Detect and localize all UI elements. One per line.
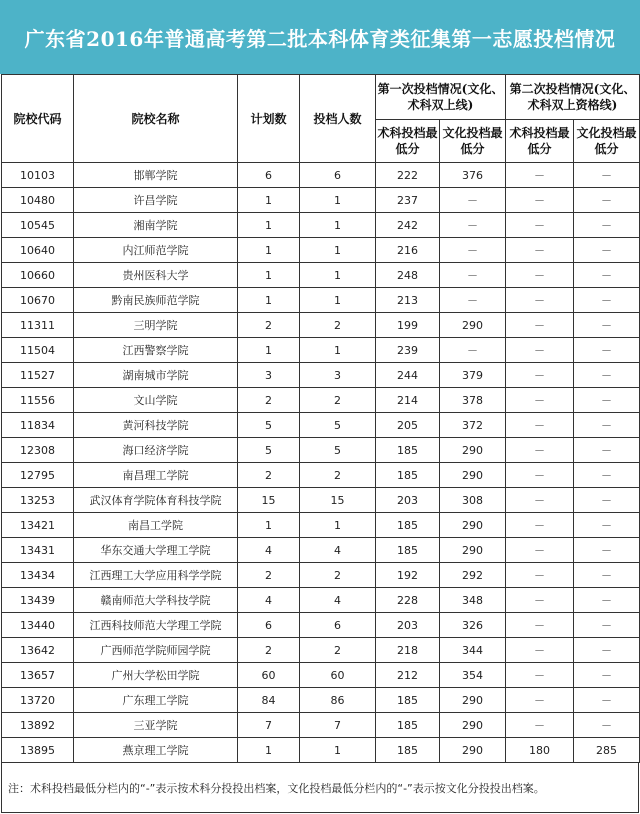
cell-plan: 1 — [238, 238, 300, 263]
cell-plan: 4 — [238, 538, 300, 563]
cell-r1-skill: 185 — [376, 513, 440, 538]
cell-plan: 84 — [238, 688, 300, 713]
cell-r2-skill: － — [506, 338, 574, 363]
cell-name: 内江师范学院 — [74, 238, 238, 263]
cell-r2-culture: 285 — [574, 738, 640, 763]
cell-plan: 60 — [238, 663, 300, 688]
cell-r2-culture: － — [574, 613, 640, 638]
cell-admitted: 2 — [300, 463, 376, 488]
cell-r2-culture: － — [574, 313, 640, 338]
cell-r2-skill: － — [506, 213, 574, 238]
cell-r2-skill: － — [506, 588, 574, 613]
table-row — [2, 488, 640, 513]
cell-r1-skill: 203 — [376, 613, 440, 638]
cell-r1-culture: － — [440, 338, 506, 363]
cell-admitted: 1 — [300, 288, 376, 313]
cell-r1-culture: 290 — [440, 713, 506, 738]
cell-name: 南昌理工学院 — [74, 463, 238, 488]
cell-r1-culture: 290 — [440, 463, 506, 488]
cell-code: 13439 — [2, 588, 74, 613]
cell-admitted: 1 — [300, 263, 376, 288]
header-admitted: 投档人数 — [300, 75, 376, 163]
cell-r2-culture: － — [574, 463, 640, 488]
cell-r2-culture: － — [574, 188, 640, 213]
cell-r1-culture: 292 — [440, 563, 506, 588]
cell-name: 江西警察学院 — [74, 338, 238, 363]
table-row — [2, 738, 640, 763]
cell-r1-culture: 344 — [440, 638, 506, 663]
cell-code: 11311 — [2, 313, 74, 338]
cell-code: 11504 — [2, 338, 74, 363]
cell-r1-culture: － — [440, 288, 506, 313]
cell-admitted: 5 — [300, 413, 376, 438]
admission-table — [1, 74, 640, 763]
cell-r1-skill: 214 — [376, 388, 440, 413]
table-row — [2, 313, 640, 338]
cell-code: 10103 — [2, 163, 74, 188]
cell-code: 13253 — [2, 488, 74, 513]
cell-name: 湖南城市学院 — [74, 363, 238, 388]
cell-r1-culture: 290 — [440, 438, 506, 463]
table-row — [2, 463, 640, 488]
table-row — [2, 213, 640, 238]
cell-r1-skill: 185 — [376, 688, 440, 713]
cell-plan: 2 — [238, 388, 300, 413]
table-row — [2, 588, 640, 613]
cell-plan: 1 — [238, 263, 300, 288]
cell-r1-culture: 290 — [440, 513, 506, 538]
cell-r1-culture: － — [440, 238, 506, 263]
cell-admitted: 1 — [300, 213, 376, 238]
cell-code: 10660 — [2, 263, 74, 288]
cell-name: 南昌工学院 — [74, 513, 238, 538]
cell-plan: 2 — [238, 313, 300, 338]
cell-r1-culture: 378 — [440, 388, 506, 413]
cell-name: 湘南学院 — [74, 213, 238, 238]
cell-name: 燕京理工学院 — [74, 738, 238, 763]
cell-code: 13657 — [2, 663, 74, 688]
cell-name: 黔南民族师范学院 — [74, 288, 238, 313]
table-row — [2, 663, 640, 688]
cell-r2-skill: － — [506, 438, 574, 463]
cell-admitted: 5 — [300, 438, 376, 463]
cell-r1-culture: 348 — [440, 588, 506, 613]
cell-name: 三亚学院 — [74, 713, 238, 738]
cell-plan: 6 — [238, 163, 300, 188]
cell-r1-skill: 239 — [376, 338, 440, 363]
header-r2-culture: 文化投档最低分 — [574, 120, 640, 163]
cell-admitted: 86 — [300, 688, 376, 713]
cell-r1-skill: 185 — [376, 438, 440, 463]
cell-r2-culture: － — [574, 288, 640, 313]
cell-admitted: 3 — [300, 363, 376, 388]
cell-r2-skill: － — [506, 388, 574, 413]
cell-admitted: 2 — [300, 388, 376, 413]
cell-r2-culture: － — [574, 263, 640, 288]
cell-admitted: 6 — [300, 163, 376, 188]
cell-code: 11834 — [2, 413, 74, 438]
cell-code: 13720 — [2, 688, 74, 713]
cell-code: 13892 — [2, 713, 74, 738]
cell-code: 13421 — [2, 513, 74, 538]
cell-r2-skill: － — [506, 463, 574, 488]
cell-r1-skill: 205 — [376, 413, 440, 438]
cell-r2-skill: － — [506, 563, 574, 588]
header-r2-skill: 术科投档最低分 — [506, 120, 574, 163]
cell-plan: 2 — [238, 638, 300, 663]
cell-code: 10480 — [2, 188, 74, 213]
cell-r1-culture: 290 — [440, 688, 506, 713]
cell-r2-skill: － — [506, 413, 574, 438]
cell-plan: 2 — [238, 563, 300, 588]
cell-r1-skill: 185 — [376, 463, 440, 488]
table-row — [2, 438, 640, 463]
cell-r2-skill: 180 — [506, 738, 574, 763]
cell-r1-skill: 212 — [376, 663, 440, 688]
cell-plan: 7 — [238, 713, 300, 738]
cell-r2-culture: － — [574, 413, 640, 438]
table-row — [2, 288, 640, 313]
table-body — [2, 163, 640, 763]
cell-code: 13642 — [2, 638, 74, 663]
table-row — [2, 563, 640, 588]
cell-plan: 1 — [238, 338, 300, 363]
cell-plan: 1 — [238, 188, 300, 213]
cell-r1-culture: 290 — [440, 538, 506, 563]
cell-r1-skill: 237 — [376, 188, 440, 213]
cell-r2-skill: － — [506, 263, 574, 288]
cell-name: 海口经济学院 — [74, 438, 238, 463]
cell-plan: 1 — [238, 513, 300, 538]
cell-r2-skill: － — [506, 513, 574, 538]
cell-r1-culture: 354 — [440, 663, 506, 688]
cell-admitted: 1 — [300, 513, 376, 538]
footnote: 注：术科投档最低分栏内的“-”表示按术科分投投出档案，文化投档最低分栏内的“-”表示按文化分投投出档案。 — [1, 763, 639, 813]
cell-name: 华东交通大学理工学院 — [74, 538, 238, 563]
cell-r2-skill: － — [506, 663, 574, 688]
cell-r2-culture: － — [574, 213, 640, 238]
table-row — [2, 163, 640, 188]
cell-admitted: 7 — [300, 713, 376, 738]
cell-r2-culture: － — [574, 163, 640, 188]
cell-code: 10640 — [2, 238, 74, 263]
cell-r1-skill: 203 — [376, 488, 440, 513]
cell-admitted: 4 — [300, 538, 376, 563]
table-row — [2, 388, 640, 413]
cell-name: 江西科技师范大学理工学院 — [74, 613, 238, 638]
table-row — [2, 363, 640, 388]
cell-r1-skill: 242 — [376, 213, 440, 238]
table-row — [2, 338, 640, 363]
cell-name: 广东理工学院 — [74, 688, 238, 713]
cell-r2-culture: － — [574, 688, 640, 713]
cell-admitted: 4 — [300, 588, 376, 613]
cell-r2-culture: － — [574, 488, 640, 513]
cell-r2-culture: － — [574, 238, 640, 263]
cell-code: 12795 — [2, 463, 74, 488]
cell-plan: 6 — [238, 613, 300, 638]
cell-r1-culture: 290 — [440, 738, 506, 763]
cell-r2-culture: － — [574, 363, 640, 388]
cell-name: 文山学院 — [74, 388, 238, 413]
cell-r1-culture: 376 — [440, 163, 506, 188]
cell-admitted: 2 — [300, 563, 376, 588]
cell-admitted: 1 — [300, 238, 376, 263]
cell-r2-culture: － — [574, 663, 640, 688]
table-row — [2, 538, 640, 563]
cell-plan: 1 — [238, 288, 300, 313]
cell-name: 贵州医科大学 — [74, 263, 238, 288]
cell-name: 广州大学松田学院 — [74, 663, 238, 688]
cell-r1-culture: － — [440, 263, 506, 288]
cell-r1-skill: 213 — [376, 288, 440, 313]
cell-r1-skill: 185 — [376, 713, 440, 738]
cell-name: 武汉体育学院体育科技学院 — [74, 488, 238, 513]
cell-r1-skill: 228 — [376, 588, 440, 613]
cell-r2-culture: － — [574, 338, 640, 363]
cell-r2-skill: － — [506, 688, 574, 713]
cell-r1-skill: 216 — [376, 238, 440, 263]
table-row — [2, 613, 640, 638]
cell-r2-skill: － — [506, 488, 574, 513]
cell-r1-culture: 308 — [440, 488, 506, 513]
cell-code: 12308 — [2, 438, 74, 463]
cell-r2-skill: － — [506, 613, 574, 638]
cell-name: 黄河科技学院 — [74, 413, 238, 438]
cell-r2-culture: － — [574, 388, 640, 413]
cell-r2-culture: － — [574, 538, 640, 563]
header-code: 院校代码 — [2, 75, 74, 163]
cell-r1-culture: 326 — [440, 613, 506, 638]
header-round2: 第二次投档情况(文化、术科双上资格线) — [506, 75, 640, 120]
cell-r1-skill: 248 — [376, 263, 440, 288]
cell-r2-culture: － — [574, 563, 640, 588]
cell-plan: 5 — [238, 413, 300, 438]
cell-admitted: 1 — [300, 738, 376, 763]
cell-code: 11527 — [2, 363, 74, 388]
cell-r2-skill: － — [506, 638, 574, 663]
table-row — [2, 713, 640, 738]
table-row — [2, 413, 640, 438]
title-banner — [0, 0, 640, 74]
table-row — [2, 638, 640, 663]
cell-plan: 3 — [238, 363, 300, 388]
cell-name: 广西师范学院师园学院 — [74, 638, 238, 663]
cell-plan: 1 — [238, 213, 300, 238]
cell-name: 邯郸学院 — [74, 163, 238, 188]
cell-admitted: 2 — [300, 313, 376, 338]
cell-r2-culture: － — [574, 438, 640, 463]
header-name: 院校名称 — [74, 75, 238, 163]
cell-r1-skill: 222 — [376, 163, 440, 188]
cell-admitted: 1 — [300, 338, 376, 363]
cell-r2-skill: － — [506, 238, 574, 263]
cell-name: 江西理工大学应用科学学院 — [74, 563, 238, 588]
cell-plan: 2 — [238, 463, 300, 488]
cell-r1-culture: － — [440, 213, 506, 238]
table-row — [2, 188, 640, 213]
cell-r2-culture: － — [574, 588, 640, 613]
cell-r2-skill: － — [506, 288, 574, 313]
cell-admitted: 60 — [300, 663, 376, 688]
cell-r1-skill: 244 — [376, 363, 440, 388]
header-plan: 计划数 — [238, 75, 300, 163]
cell-code: 10545 — [2, 213, 74, 238]
cell-r2-skill: － — [506, 313, 574, 338]
cell-admitted: 6 — [300, 613, 376, 638]
cell-r1-culture: 290 — [440, 313, 506, 338]
cell-r1-skill: 218 — [376, 638, 440, 663]
cell-r1-skill: 199 — [376, 313, 440, 338]
cell-r2-culture: － — [574, 638, 640, 663]
cell-plan: 4 — [238, 588, 300, 613]
cell-r2-culture: － — [574, 713, 640, 738]
table-row — [2, 238, 640, 263]
cell-r2-skill: － — [506, 538, 574, 563]
cell-admitted: 15 — [300, 488, 376, 513]
cell-name: 三明学院 — [74, 313, 238, 338]
cell-r2-skill: － — [506, 163, 574, 188]
cell-r1-skill: 185 — [376, 538, 440, 563]
cell-r1-culture: － — [440, 188, 506, 213]
header-round1: 第一次投档情况(文化、术科双上线) — [376, 75, 506, 120]
table-row — [2, 263, 640, 288]
cell-r1-skill: 185 — [376, 738, 440, 763]
cell-code: 11556 — [2, 388, 74, 413]
page-title: 广东省2016年普通高考第二批本科体育类征集第一志愿投档情况 — [24, 26, 616, 51]
cell-r2-skill: － — [506, 363, 574, 388]
cell-name: 赣南师范大学科技学院 — [74, 588, 238, 613]
cell-r1-skill: 192 — [376, 563, 440, 588]
cell-r2-skill: － — [506, 713, 574, 738]
cell-code: 13895 — [2, 738, 74, 763]
cell-admitted: 1 — [300, 188, 376, 213]
cell-admitted: 2 — [300, 638, 376, 663]
cell-r2-culture: － — [574, 513, 640, 538]
cell-plan: 5 — [238, 438, 300, 463]
cell-r1-culture: 372 — [440, 413, 506, 438]
header-r1-skill: 术科投档最低分 — [376, 120, 440, 163]
cell-r2-skill: － — [506, 188, 574, 213]
table-row — [2, 688, 640, 713]
cell-code: 13431 — [2, 538, 74, 563]
cell-code: 13434 — [2, 563, 74, 588]
cell-r1-culture: 379 — [440, 363, 506, 388]
cell-code: 13440 — [2, 613, 74, 638]
table-row — [2, 513, 640, 538]
cell-plan: 1 — [238, 738, 300, 763]
cell-plan: 15 — [238, 488, 300, 513]
cell-name: 许昌学院 — [74, 188, 238, 213]
cell-code: 10670 — [2, 288, 74, 313]
header-r1-culture: 文化投档最低分 — [440, 120, 506, 163]
